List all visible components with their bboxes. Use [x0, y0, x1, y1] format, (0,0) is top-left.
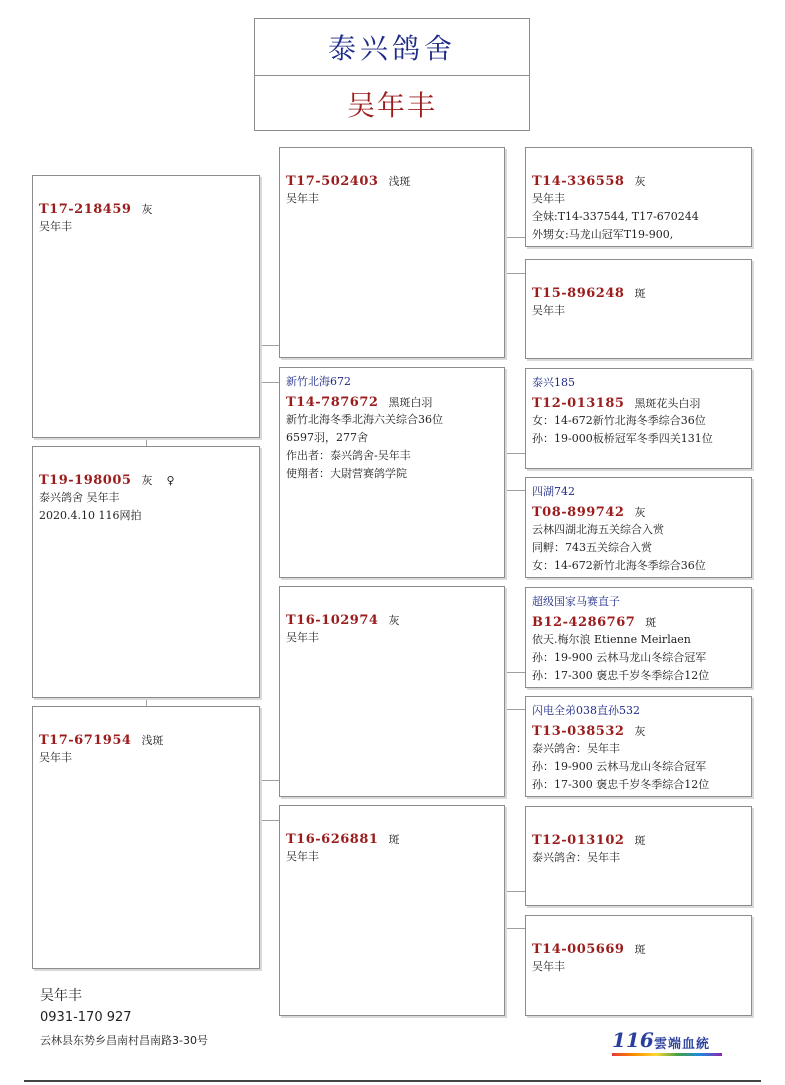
pigeon-card-dd-dam — [525, 915, 752, 1016]
footer-address: 云林县东势乡昌南村昌南路3-30号 — [40, 1034, 208, 1047]
feather-color: 浅斑 — [388, 175, 411, 188]
feather-color: 灰 — [634, 725, 646, 738]
ring-row — [532, 501, 747, 521]
ring-row — [532, 720, 747, 740]
pigeon-name-tag: 新竹北海672 — [286, 375, 351, 388]
ring-row — [286, 828, 500, 848]
pigeon-card-ds-dam — [525, 696, 752, 797]
ring-number: T08-899742 — [532, 505, 625, 520]
pigeon-note-line: 依天.梅尔浪 Etienne Meirlaen — [532, 633, 691, 646]
ring-number: T15-896248 — [532, 286, 625, 301]
ring-number: B12-4286767 — [532, 615, 636, 630]
connector — [505, 490, 525, 491]
pigeon-card-sd-dam — [525, 477, 752, 578]
pigeon-note-line: 孙：19-900 云林马龙山冬综合冠军 — [532, 651, 707, 664]
pigeon-name-tag: 闪电全弟038直孙532 — [532, 704, 640, 717]
pigeon-note-line: 吴年丰 — [532, 192, 565, 205]
connector — [505, 273, 525, 274]
pigeon-card-ss-sire — [525, 147, 752, 247]
pigeon-card-sire — [32, 175, 260, 438]
pigeon-card-dam-dam — [279, 805, 505, 1016]
pigeon-card-dam — [32, 706, 260, 969]
connector — [505, 891, 525, 892]
connector — [260, 780, 280, 781]
pigeon-note-line: 泰兴鸽舍：吴年丰 — [532, 742, 620, 755]
ring-row — [532, 829, 747, 849]
feather-color: 斑 — [634, 287, 646, 300]
pigeon-note-line: 全妹:T14-337544, T17-670244 — [532, 210, 699, 223]
pigeon-note-line: 6597羽，277舍 — [286, 431, 368, 444]
pigeon-card-sire-sire — [279, 147, 505, 358]
pigeon-note-line: 孙：19-900 云林马龙山冬综合冠军 — [532, 760, 707, 773]
pigeon-note-line: 女：14-672新竹北海冬季综合36位 — [532, 414, 706, 427]
feather-color: 斑 — [634, 834, 646, 847]
ring-row — [39, 198, 255, 218]
loft-name: 泰兴鸽舍 — [255, 19, 529, 76]
ring-row — [532, 392, 747, 412]
ring-number: T12-013185 — [532, 396, 625, 411]
pigeon-note-line: 吴年丰 — [39, 220, 72, 233]
title-box — [254, 18, 530, 131]
feather-color: 斑 — [645, 616, 657, 629]
sex-symbol: ♀ — [166, 474, 175, 487]
ring-row — [39, 469, 255, 489]
pigeon-card-sire-dam — [279, 367, 505, 578]
footer-name: 吴年丰 — [40, 988, 82, 1004]
logo-text: 雲端血統 — [654, 1037, 711, 1052]
pigeon-note-line: 使翔者：大尉营赛鸽学院 — [286, 467, 407, 480]
ring-row — [39, 729, 255, 749]
pigeon-card-subject — [32, 446, 260, 698]
bottom-divider — [24, 1080, 761, 1082]
connector — [260, 382, 280, 383]
feather-color: 浅斑 — [141, 734, 164, 747]
ring-number: T17-218459 — [39, 202, 132, 217]
feather-color: 灰 — [141, 203, 153, 216]
pigeon-card-dd-sire — [525, 806, 752, 906]
ring-row — [286, 170, 500, 190]
ring-number: T16-626881 — [286, 832, 379, 847]
pigeon-note-line: 吴年丰 — [286, 631, 319, 644]
ring-row — [286, 609, 500, 629]
pigeon-note-line: 云林四湖北海五关综合入赏 — [532, 523, 664, 536]
feather-color: 斑 — [388, 833, 400, 846]
pigeon-name-tag: 四湖742 — [532, 485, 575, 498]
pigeon-note-line: 新竹北海冬季北海六关综合36位 — [286, 413, 443, 426]
ring-number: T13-038532 — [532, 724, 625, 739]
ring-row — [532, 938, 747, 958]
pigeon-card-sd-sire — [525, 368, 752, 469]
ring-row — [532, 170, 747, 190]
pigeon-note-line: 作出者：泰兴鸽舍-吴年丰 — [286, 449, 411, 462]
pigeon-name-tag: 泰兴185 — [532, 376, 575, 389]
pigeon-note-line: 吴年丰 — [532, 304, 565, 317]
pigeon-note-line: 孙：17-300 褒忠千岁冬季综合12位 — [532, 778, 710, 791]
ring-number: T12-013102 — [532, 833, 625, 848]
pigeon-note-line: 2020.4.10 116网拍 — [39, 509, 142, 522]
ring-number: T14-005669 — [532, 942, 625, 957]
ring-row — [532, 611, 747, 631]
connector — [260, 820, 280, 821]
connector — [505, 672, 525, 673]
connector — [260, 345, 280, 346]
footer-phone: 0931-170 927 — [40, 1010, 132, 1025]
logo-number: 116 — [612, 1028, 654, 1052]
connector — [505, 237, 525, 238]
ring-number: T14-787672 — [286, 395, 379, 410]
cloud-pedigree-logo — [612, 1030, 722, 1056]
feather-color: 灰 — [141, 474, 153, 487]
feather-color: 斑 — [634, 943, 646, 956]
ring-row — [286, 391, 500, 411]
pigeon-note-line: 吴年丰 — [39, 751, 72, 764]
connector — [505, 709, 525, 710]
pigeon-note-line: 外甥女:马龙山冠军T19-900, — [532, 228, 674, 241]
connector — [505, 928, 525, 929]
pigeon-name-tag: 超级国家马赛直子 — [532, 595, 620, 608]
pigeon-note-line: 孙：19-000板桥冠军冬季四关131位 — [532, 432, 713, 445]
pigeon-card-ds-sire — [525, 587, 752, 688]
feather-color: 黑斑花头白羽 — [634, 397, 701, 410]
ring-number: T19-198005 — [39, 473, 132, 488]
pigeon-card-ss-dam — [525, 259, 752, 359]
connector — [505, 453, 525, 454]
feather-color: 灰 — [634, 175, 646, 188]
logo-rainbow-bar — [612, 1053, 722, 1056]
pigeon-note-line: 泰兴鸽舍：吴年丰 — [532, 851, 620, 864]
pigeon-note-line: 同孵：743五关综合入赏 — [532, 541, 652, 554]
feather-color: 黑斑白羽 — [388, 396, 433, 409]
pigeon-note-line: 女：14-672新竹北海冬季综合36位 — [532, 559, 706, 572]
ring-row — [532, 282, 747, 302]
ring-number: T16-102974 — [286, 613, 379, 628]
pigeon-card-dam-sire — [279, 586, 505, 797]
ring-number: T14-336558 — [532, 174, 625, 189]
pigeon-note-line: 吴年丰 — [286, 850, 319, 863]
pigeon-note-line: 吴年丰 — [532, 960, 565, 973]
ring-number: T17-671954 — [39, 733, 132, 748]
pigeon-note-line: 吴年丰 — [286, 192, 319, 205]
pigeon-note-line: 泰兴鸽舍 吴年丰 — [39, 491, 120, 504]
ring-number: T17-502403 — [286, 174, 379, 189]
feather-color: 灰 — [634, 506, 646, 519]
pigeon-note-line: 孙：17-300 褒忠千岁冬季综合12位 — [532, 669, 710, 682]
feather-color: 灰 — [388, 614, 400, 627]
owner-name: 吴年丰 — [346, 89, 437, 122]
